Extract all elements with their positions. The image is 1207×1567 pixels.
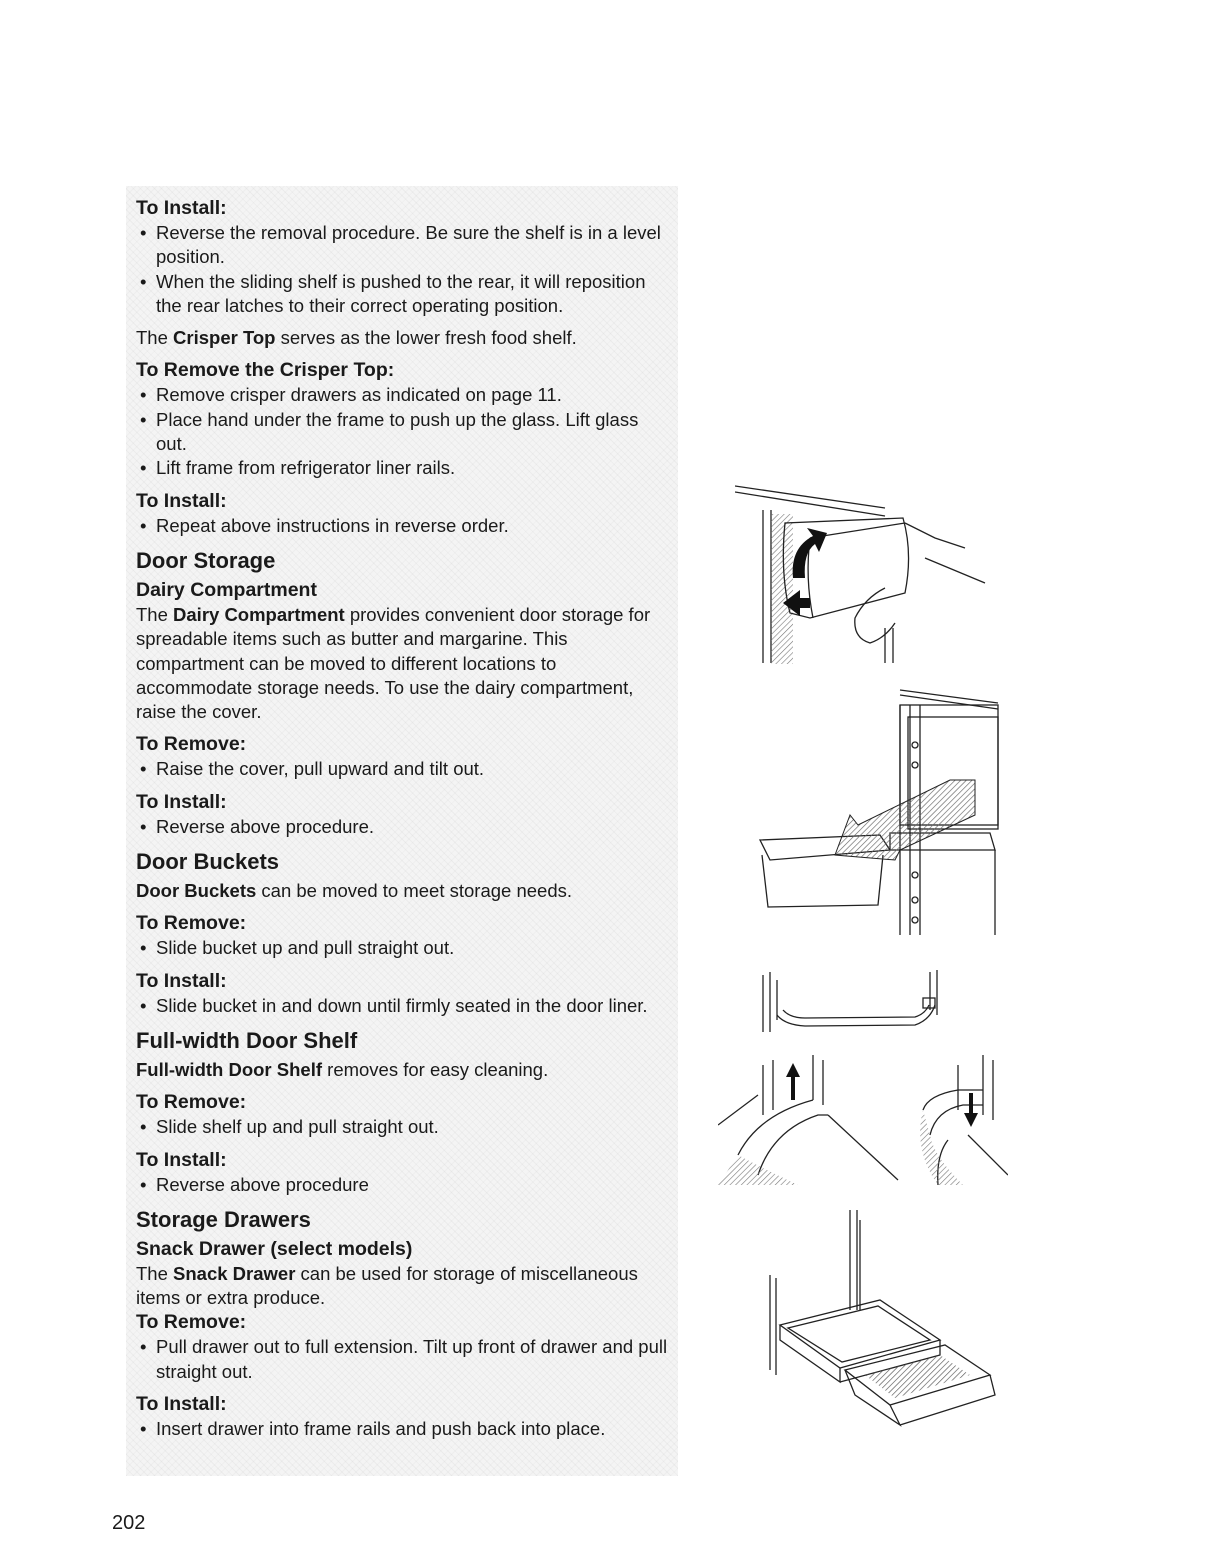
snack-drawer-illustration: [760, 1210, 1000, 1440]
door-buckets-intro: Door Buckets can be moved to meet storage needs.: [136, 880, 573, 902]
install-list: [136, 514, 671, 538]
install-heading: To Install:: [136, 197, 227, 219]
list-item: • Slide bucket in and down until firmly seated in the door liner.: [136, 994, 671, 1018]
list-item: • Insert drawer into frame rails and push back into place.: [136, 1417, 671, 1441]
full-width-intro: Full-width Door Shelf removes for easy cleaning.: [136, 1058, 549, 1080]
remove-heading: To Remove:: [136, 912, 247, 935]
remove-crisper-list: [136, 383, 671, 480]
list-item: • Repeat above instructions in reverse order.: [136, 514, 671, 538]
remove-crisper-heading: To Remove the Crisper Top:: [136, 359, 395, 382]
remove-heading: To Remove:: [136, 733, 247, 756]
install-heading: To Install:: [136, 1148, 227, 1171]
list-item: • Remove crisper drawers as indicated on page 11.: [136, 383, 671, 407]
shelf-removal-detail-illustration: [718, 1055, 1008, 1185]
list-item: • Raise the cover, pull upward and tilt out.: [136, 757, 671, 781]
install-heading: To Install:: [136, 489, 227, 512]
list-item: • Reverse above procedure: [136, 1173, 671, 1197]
remove-heading: To Remove:: [136, 1311, 247, 1334]
list-item: • When the sliding shelf is pushed to the rear, it will reposition the rear latches to their correct operating position.: [136, 270, 671, 319]
list-item: • Pull drawer out to full extension. Tilt up front of drawer and pull straight out.: [136, 1335, 671, 1384]
list-item: • Slide shelf up and pull straight out.: [136, 1115, 671, 1139]
dairy-compartment-illustration: [735, 478, 990, 668]
down-arrow-icon: [964, 1093, 978, 1127]
door-bucket-illustration: [750, 685, 1000, 935]
arrow-icon: [835, 780, 975, 860]
up-arrow-icon: [786, 1063, 800, 1100]
crisper-intro: The Crisper Top serves as the lower fresh food shelf.: [136, 327, 577, 349]
list-item: • Lift frame from refrigerator liner rails.: [136, 456, 671, 480]
list-item: • Reverse the removal procedure. Be sure the shelf is in a level position.: [136, 221, 671, 270]
install-heading: To Install:: [136, 969, 227, 992]
list-item: • Slide bucket up and pull straight out.: [136, 936, 671, 960]
remove-heading: To Remove:: [136, 1091, 247, 1114]
instructions-column: [136, 196, 671, 1449]
snack-drawer-subtitle: Snack Drawer (select models): [136, 1237, 413, 1260]
storage-drawers-title: Storage Drawers: [136, 1206, 311, 1232]
page-number: 202: [112, 1512, 146, 1534]
list-item: • Place hand under the frame to push up the glass. Lift glass out.: [136, 408, 671, 457]
install-heading: To Install:: [136, 1393, 227, 1416]
curved-arrow-icon: [793, 528, 827, 578]
dairy-intro: The Dairy Compartment provides convenient door storage for spreadable items such as butter and margarine. This compartment can be moved to different locations to accommodate storage needs. To use the dairy compartment, raise the cover.: [136, 603, 651, 723]
dairy-compartment-subtitle: Dairy Compartment: [136, 578, 317, 601]
install-heading: To Install:: [136, 790, 227, 813]
full-width-shelf-illustration: [755, 970, 950, 1035]
snack-drawer-intro: The Snack Drawer can be used for storage of miscellaneous items or extra produce.: [136, 1262, 638, 1309]
install-list: [136, 221, 671, 318]
list-item: • Reverse above procedure.: [136, 815, 671, 839]
door-buckets-title: Door Buckets: [136, 849, 280, 875]
full-width-shelf-title: Full-width Door Shelf: [136, 1027, 358, 1053]
door-storage-title: Door Storage: [136, 547, 276, 573]
